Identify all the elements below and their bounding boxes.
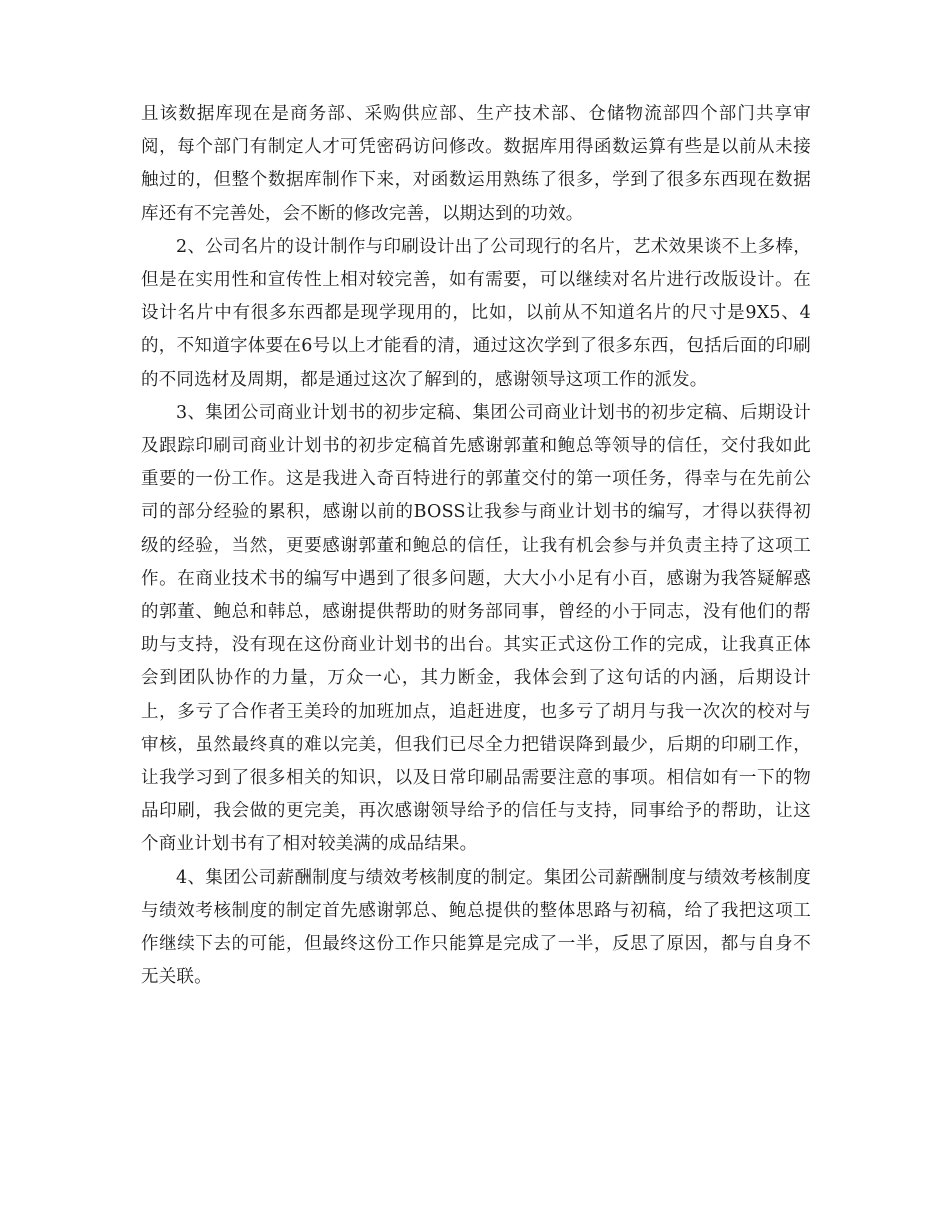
- document-body: [141, 98, 811, 994]
- paragraph-business-card: 2、公司名片的设计制作与印刷设计出了公司现行的名片，艺术效果谈不上多棒，但是在实用性和宣传性上相对较完善，如有需要，可以继续对名片进行改版设计。在设计名片中有很多东西都是现学现用的，比如，以前从不知道名片的尺寸是9X5、4的，不知道字体要在6号以上才能看的清，通过这次学到了很多东西，包括后面的印刷的不同选材及周期，都是通过这次了解到的，感谢领导这项工作的派发。: [141, 236, 811, 390]
- paragraph-database-continuation: 且该数据库现在是商务部、采购供应部、生产技术部、仓储物流部四个部门共享审阅，每个部门有制定人才可凭密码访问修改。数据库用得函数运算有些是以前从未接触过的，但整个数据库制作下来，对函数运用熟练了很多，学到了很多东西现在数据库还有不完善处，会不断的修改完善，以期达到的功效。: [141, 104, 811, 224]
- paragraph-business-plan: 3、集团公司商业计划书的初步定稿、集团公司商业计划书的初步定稿、后期设计及跟踪印刷司商业计划书的初步定稿首先感谢郭董和鲍总等领导的信任，交付我如此重要的一份工作。这是我进入奇百特进行的郭董交付的第一项任务，得幸与在先前公司的部分经验的累积，感谢以前的BOSS让我参与商业计划书的编写，才得以获得初级的经验，当然，更要感谢郭董和鲍总的信任，让我有机会参与并负责主持了这项工作。在商业技术书的编写中遇到了很多问题，大大小小足有小百，感谢为我答疑解惑的郭董、鲍总和韩总，感谢提供帮助的财务部同事，曾经的小于同志，没有他们的帮助与支持，没有现在这份商业计划书的出台。其实正式这份工作的完成，让我真正体会到团队协作的力量，万众一心，其力断金，我体会到了这句话的内涵，后期设计上，多亏了合作者王美玲的加班加点，追赶进度，也多亏了胡月与我一次次的校对与审核，虽然最终真的难以完美，但我们已尽全力把错误降到最少，后期的印刷工作，让我学习到了很多相关的知识，以及日常印刷品需要注意的事项。相信如有一下的物品印刷，我会做的更完美，再次感谢领导给予的信任与支持，同事给予的帮助，让这个商业计划书有了相对较美满的成品结果。: [141, 402, 811, 855]
- paragraph-salary-system: 4、集团公司薪酬制度与绩效考核制度的制定。集团公司薪酬制度与绩效考核制度与绩效考核制度的制定首先感谢郭总、鲍总提供的整体思路与初稿，给了我把这项工作继续下去的可能，但最终这份工作只能算是完成了一半，反思了原因，都与自身不无关联。: [141, 867, 811, 988]
